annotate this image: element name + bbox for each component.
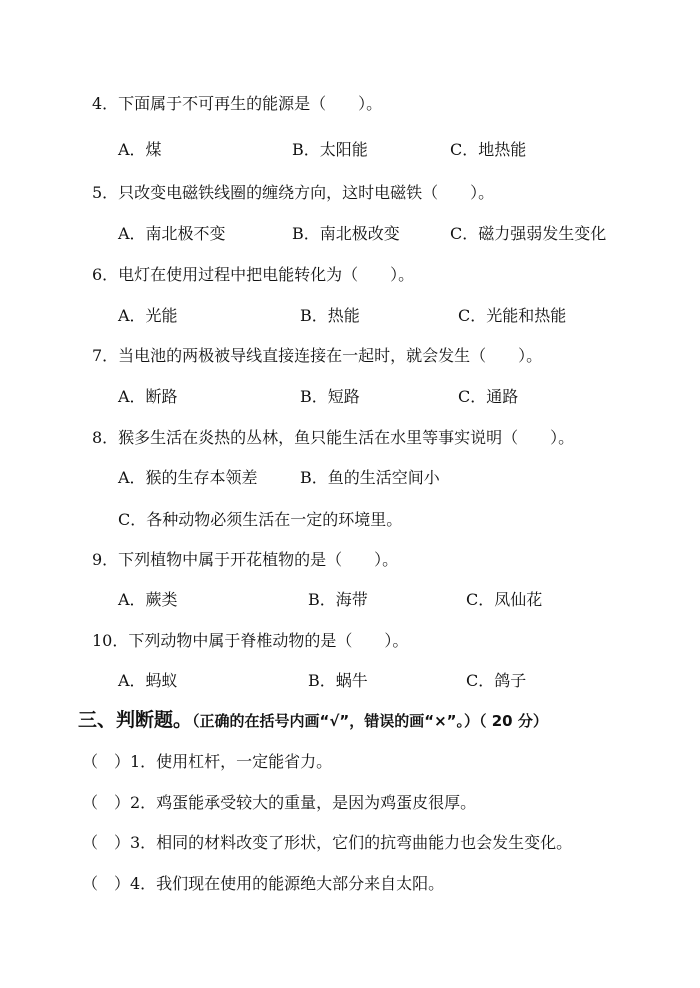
question-9-option-a: A．蕨类 <box>118 590 178 609</box>
question-8-option-c: C．各种动物必须生活在一定的环境里。 <box>118 510 403 529</box>
question-8-option-a: A．猴的生存本领差 <box>118 468 258 487</box>
question-5-option-c: C．磁力强弱发生变化 <box>450 224 607 243</box>
question-10-option-c: C．鸽子 <box>466 671 527 690</box>
section-3-instruction: （正确的在括号内画“√”，错误的画“×”。）（ 20 分） <box>192 712 548 730</box>
question-7-stem: 7．当电池的两极被导线直接连接在一起时，就会发生（ ）。 <box>92 346 543 365</box>
question-9-option-b: B．海带 <box>308 590 368 609</box>
question-4-option-a: A．煤 <box>118 140 162 159</box>
section-3-title: 三、判断题。 <box>78 709 193 731</box>
judgement-item-3: （ ）3．相同的材料改变了形状，它们的抗弯曲能力也会发生变化。 <box>82 833 573 852</box>
question-6-option-c: C．光能和热能 <box>458 306 567 325</box>
question-9-option-c: C．凤仙花 <box>466 590 543 609</box>
question-5-option-b: B．南北极改变 <box>292 224 400 243</box>
question-8-option-b: B．鱼的生活空间小 <box>300 468 440 487</box>
question-6-option-a: A．光能 <box>118 306 178 325</box>
question-4-option-c: C．地热能 <box>450 140 527 159</box>
judgement-item-2: （ ）2．鸡蛋能承受较大的重量，是因为鸡蛋皮很厚。 <box>82 793 477 812</box>
question-4-option-b: B．太阳能 <box>292 140 368 159</box>
question-10-option-a: A．蚂蚁 <box>118 671 178 690</box>
question-4-stem: 4．下面属于不可再生的能源是（ ）。 <box>92 94 383 113</box>
question-7-option-b: B．短路 <box>300 387 360 406</box>
section-3-heading <box>78 708 548 733</box>
question-10-option-b: B．蜗牛 <box>308 671 368 690</box>
question-7-option-c: C．通路 <box>458 387 519 406</box>
question-9-stem: 9．下列植物中属于开花植物的是（ ）。 <box>92 550 399 569</box>
question-6-stem: 6．电灯在使用过程中把电能转化为（ ）。 <box>92 265 415 284</box>
question-5-option-a: A．南北极不变 <box>118 224 226 243</box>
judgement-item-4: （ ）4．我们现在使用的能源绝大部分来自太阳。 <box>82 874 445 893</box>
question-5-stem: 5．只改变电磁铁线圈的缠绕方向，这时电磁铁（ ）。 <box>92 183 495 202</box>
question-6-option-b: B．热能 <box>300 306 360 325</box>
question-8-stem: 8．猴多生活在炎热的丛林，鱼只能生活在水里等事实说明（ ）。 <box>92 428 575 447</box>
judgement-item-1: （ ）1．使用杠杆，一定能省力。 <box>82 752 333 771</box>
question-7-option-a: A．断路 <box>118 387 178 406</box>
question-10-stem: 10．下列动物中属于脊椎动物的是（ ）。 <box>92 631 409 650</box>
